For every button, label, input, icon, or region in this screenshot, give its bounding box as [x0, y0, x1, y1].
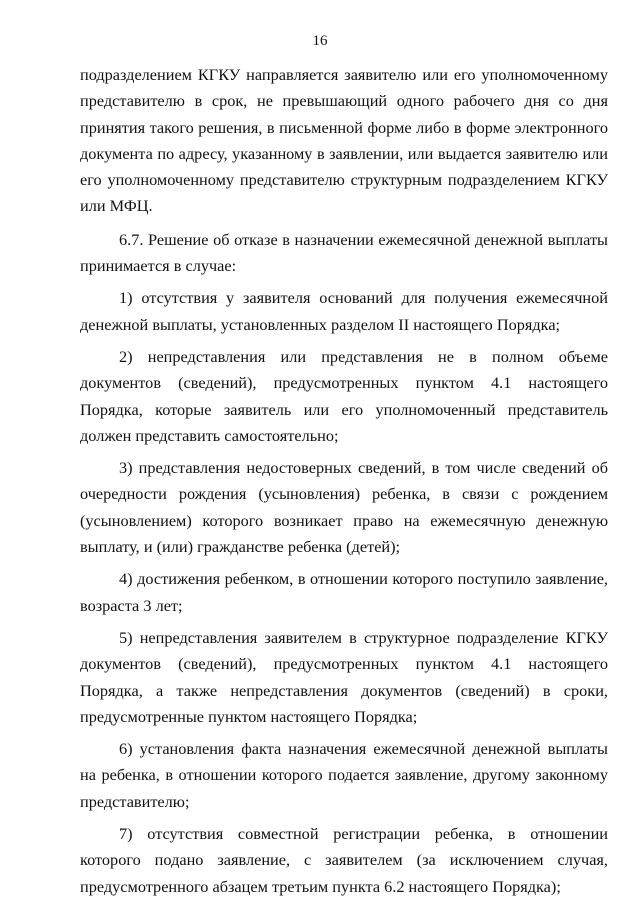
list-item-1: 1) отсутствия у заявителя оснований для получения ежемесячной денежной выплаты, установленных разделом II настоящего Порядка;: [80, 288, 608, 334]
list-item-4: 4) достижения ребенком, в отношении которого поступило заявление, возраста 3 лет;: [80, 569, 608, 615]
list-item-6: 6) установления факта назначения ежемесячной денежной выплаты на ребенка, в отношении которого подается заявление, другому законному представителю;: [80, 739, 608, 811]
document-body: [80, 62, 608, 906]
list-item-3: 3) представления недостоверных сведений, в том числе сведений об очередности рождения (усыновления) ребенка, в связи с рождением (усыновлением) которого возникает право на ежемесячную денежную выплату, и (или) гражданстве ребенка (детей);: [80, 458, 608, 557]
list-item-7: 7) отсутствия совместной регистрации ребенка, в отношении которого подано заявление, с заявителем (за исключением случая, предусмотренного абзацем третьим пункта 6.2 настоящего Порядка);: [80, 824, 608, 896]
list-item-2: 2) непредставления или представления не в полном объеме документов (сведений), предусмотренных пунктом 4.1 настоящего Порядка, которые заявитель или его уполномоченный представитель должен представить самостоятельно;: [80, 346, 608, 445]
paragraph-continuation: подразделением КГКУ направляется заявителю или его уполномоченному представителю в срок, не превышающий одного рабочего дня со дня принятия такого решения, в письменной форме либо в форме электронного документа по адресу, указанному в заявлении, или выдается заявителю или его уполномоченному представителю структурным подразделением КГКУ или МФЦ.: [80, 65, 608, 216]
list-item-5: 5) непредставления заявителем в структурное подразделение КГКУ документов (сведений), предусмотренных пунктом 4.1 настоящего Порядка, а также непредставления документов (сведений) в сроки, предусмотренные пунктом настоящего Порядка;: [80, 627, 608, 726]
paragraph-6-7: 6.7. Решение об отказе в назначении ежемесячной денежной выплаты принимается в случае:: [80, 229, 608, 276]
page-number: 16: [312, 33, 328, 49]
